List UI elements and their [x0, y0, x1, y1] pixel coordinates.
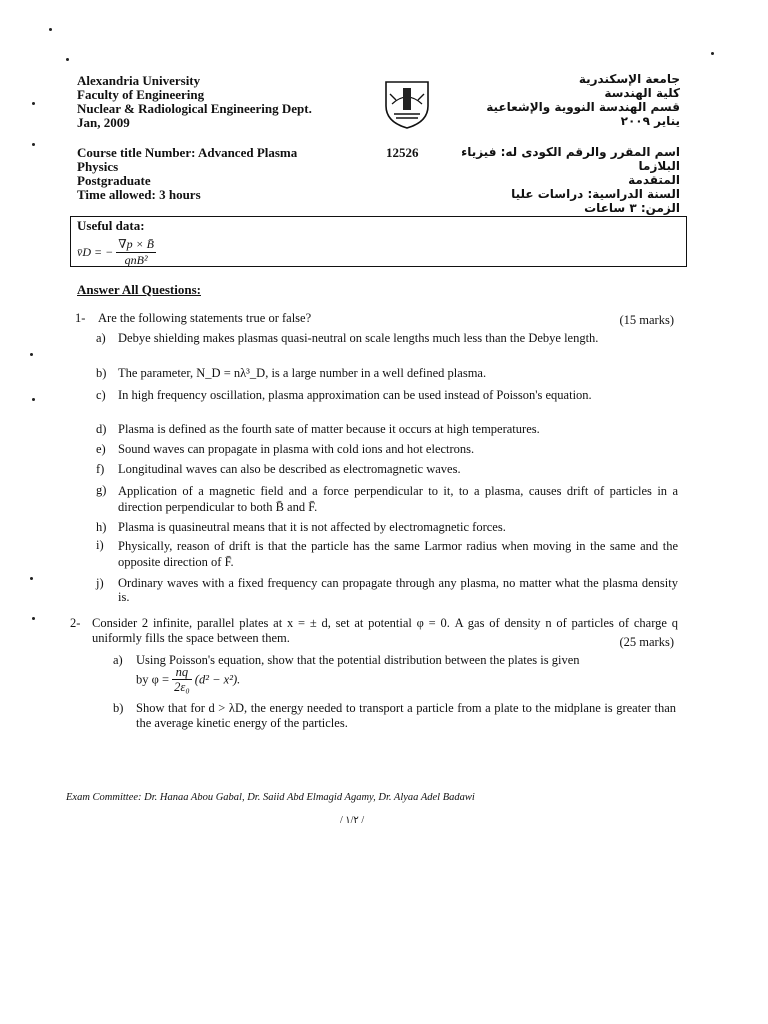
- course-subject-ar: المتقدمة: [628, 173, 680, 187]
- q1-marks: (15 marks): [619, 313, 674, 327]
- scan-speck: [32, 143, 35, 146]
- q2-marks: (25 marks): [614, 635, 675, 649]
- course-title-ar: اسم المقرر والرقم الكودى له: فيزياء البلازما: [461, 145, 680, 173]
- q2-part-a-formula: [136, 665, 240, 694]
- header-right-arabic: [420, 72, 680, 128]
- q2-intro: Consider 2 infinite, parallel plates at x = ± d, set at potential φ = 0. A gas of density n of particles of charge q uniformly fills the space between them.: [92, 616, 678, 645]
- exam-date-ar: يناير ٢٠٠٩: [620, 114, 680, 128]
- faculty-name-ar: كلية الهندسة: [604, 86, 680, 100]
- q1-item-letter: f): [96, 462, 105, 476]
- q1-item-letter: b): [96, 366, 107, 380]
- university-name-ar: جامعة الإسكندرية: [578, 72, 680, 86]
- q1-item-f: Longitudinal waves can also be described as electromagnetic waves.: [118, 462, 461, 476]
- useful-data-title: Useful data:: [77, 218, 145, 233]
- scan-speck: [30, 577, 33, 580]
- q1-item-b: The parameter, N_D = nλ³_D, is a large number in a well defined plasma.: [118, 366, 487, 380]
- department-name-ar: قسم الهندسة النووية والإشعاعية: [486, 100, 680, 114]
- q1-item-letter: h): [96, 520, 107, 534]
- q1-item-letter: e): [96, 442, 106, 456]
- header-left: [77, 74, 312, 130]
- formula-numerator: nq: [172, 665, 192, 680]
- q2-part-b-letter: b): [113, 701, 124, 715]
- course-subject: Physics: [77, 159, 119, 174]
- course-title: Course title Number: Advanced Plasma: [77, 145, 298, 160]
- q2-part-b-text: Show that for d > λD, the energy needed to transport a particle from a plate to the midplane is greater than the average kinetic energy of the particles.: [136, 701, 676, 730]
- q1-prompt: Are the following statements true or false?: [98, 311, 312, 325]
- scan-speck: [711, 52, 714, 55]
- q1-number: 1-: [75, 311, 86, 325]
- formula-denominator: qnB²: [124, 253, 148, 267]
- q1-item-e: Sound waves can propagate in plasma with cold ions and hot electrons.: [118, 442, 475, 456]
- formula-fraction: [116, 237, 156, 268]
- q1-item-letter: c): [96, 388, 106, 402]
- q1-item-d: Plasma is defined as the fourth sate of matter because it occurs at high temperatures.: [118, 422, 540, 436]
- formula-prefix: by φ =: [136, 672, 170, 687]
- university-name: Alexandria University: [77, 73, 201, 88]
- scan-speck: [32, 102, 35, 105]
- formula-lhs: v̄D = −: [77, 245, 114, 259]
- page-number: / ١/٢ /: [340, 815, 365, 826]
- formula-denominator: 2ε₀: [174, 680, 190, 694]
- scan-speck: [32, 617, 35, 620]
- q1-item-letter: g): [96, 483, 107, 497]
- q2-number: 2-: [70, 616, 81, 630]
- q1-item-i: Physically, reason of drift is that the particle has the same Larmor radius when moving in the same and the opposite direction of F̄.: [118, 539, 678, 569]
- exam-committee: Exam Committee: Dr. Hanaa Abou Gabal, Dr. Saiid Abd Elmagid Agamy, Dr. Alyaa Adel Badawi: [66, 792, 475, 803]
- q1-item-letter: a): [96, 331, 106, 345]
- course-level-ar: السنة الدراسية: دراسات عليا: [511, 187, 680, 201]
- q1-item-letter: i): [96, 538, 104, 552]
- time-allowed-ar: الزمن: ٣ ساعات: [584, 201, 680, 215]
- course-number: 12526: [386, 145, 419, 160]
- formula-fraction: [172, 665, 192, 694]
- q1-item-a: Debye shielding makes plasmas quasi-neutral on scale lengths much less than the Debye length.: [118, 331, 599, 345]
- useful-data-box: [70, 216, 687, 267]
- faculty-name: Faculty of Engineering: [77, 87, 205, 102]
- scan-speck: [32, 398, 35, 401]
- q1-item-j: Ordinary waves with a fixed frequency can propagate through any plasma, no matter what the plasma density is.: [118, 576, 678, 604]
- formula-tail: (d² − x²).: [194, 672, 241, 687]
- exam-date: Jan, 2009: [77, 115, 130, 130]
- q1-item-g: Application of a magnetic field and a force perpendicular to it, to a plasma, causes drift of particles in a direction perpendicular to both B̄ and F̄.: [118, 484, 678, 514]
- scan-speck: [30, 353, 33, 356]
- scan-speck: [66, 58, 69, 61]
- q2-part-a-text: Using Poisson's equation, show that the potential distribution between the plates is given: [136, 653, 580, 667]
- department-name: Nuclear & Radiological Engineering Dept.: [77, 101, 312, 116]
- formula-numerator: ∇p × B̄: [118, 237, 154, 251]
- drift-velocity-formula: [77, 237, 156, 268]
- q1-item-letter: j): [96, 576, 104, 590]
- course-info: [77, 146, 297, 202]
- q1-item-h: Plasma is quasineutral means that it is not affected by electromagnetic forces.: [118, 520, 506, 534]
- instructions-heading: Answer All Questions:: [77, 282, 201, 297]
- time-allowed: Time allowed: 3 hours: [77, 187, 201, 202]
- scan-speck: [49, 28, 52, 31]
- course-info-arabic: [430, 145, 680, 215]
- course-level: Postgraduate: [77, 173, 151, 188]
- q1-item-letter: d): [96, 422, 107, 436]
- q1-item-c: In high frequency oscillation, plasma approximation can be used instead of Poisson's equation.: [118, 388, 592, 402]
- q2-part-a-letter: a): [113, 653, 123, 667]
